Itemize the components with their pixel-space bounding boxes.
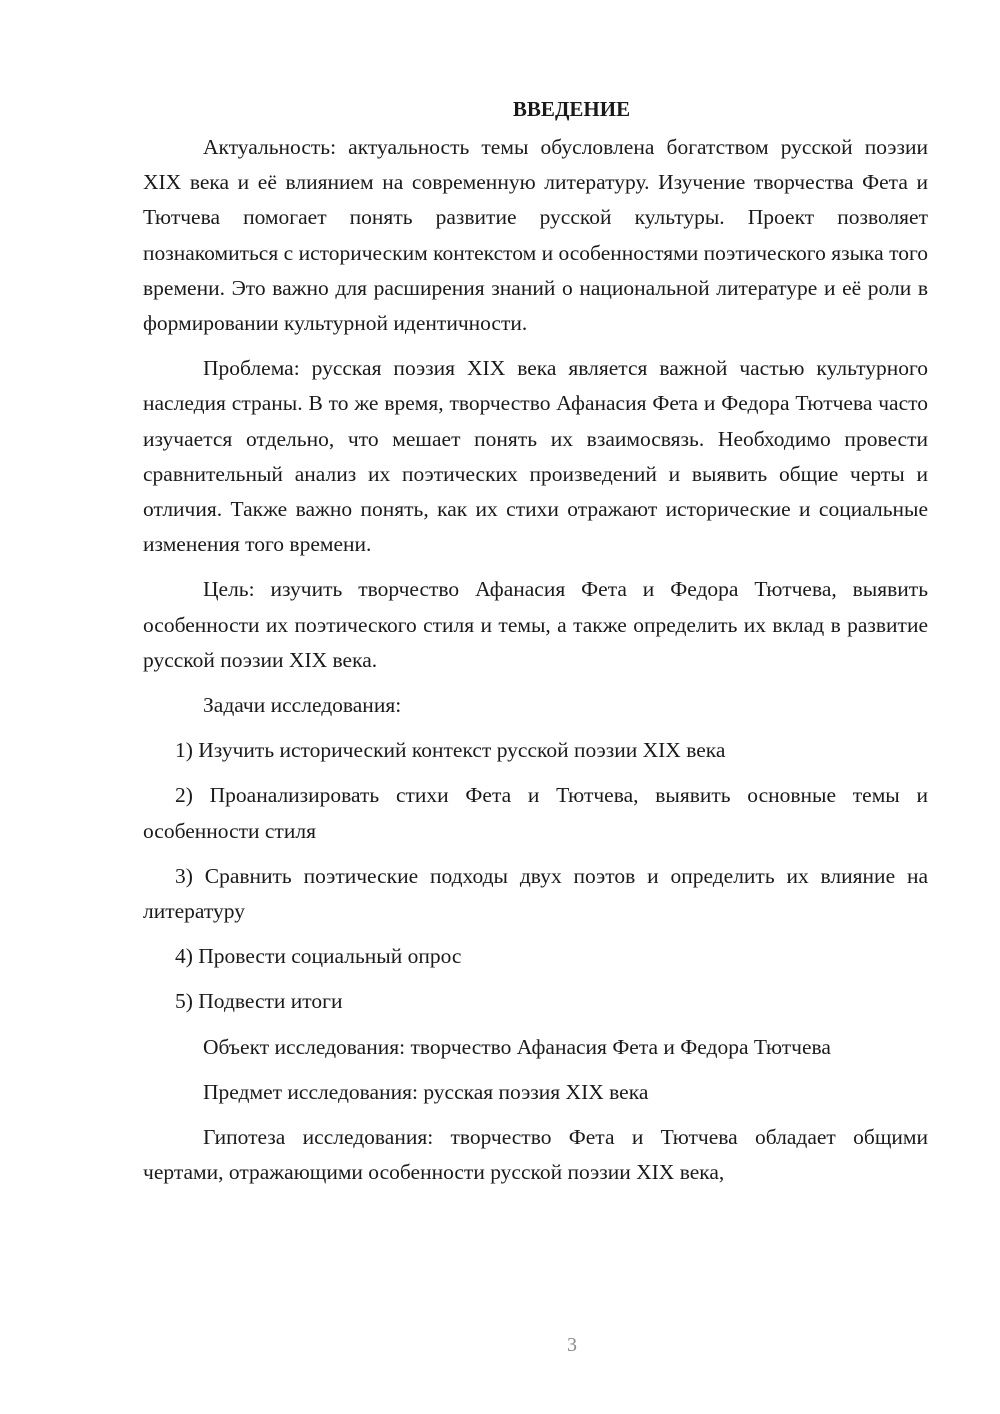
problem-paragraph: Проблема: русская поэзия XIX века является важной частью культурного наследия страны. В то же время, творчество Афанасия Фета и Федора Тютчева часто изучается отдельно, что мешает понять их взаимосвязь. Необходимо провести сравнительный анализ их поэтических произведений и выявить общие черты и отличия. Также важно понять, как их стихи отражают исторические и социальные изменения того времени. [143, 356, 928, 557]
document-page [143, 92, 928, 1200]
task-item-3: 3) Сравнить поэтические подходы двух поэтов и определить их влияние на литературу [143, 863, 928, 924]
goal-paragraph: Цель: изучить творчество Афанасия Фета и Федора Тютчева, выявить особенности их поэтического стиля и темы, а также определить их вклад в развитие русской поэзии XIX века. [143, 577, 928, 672]
task-item-2: 2) Проанализировать стихи Фета и Тютчева, выявить основные темы и особенности стиля [143, 783, 928, 843]
relevance-paragraph: Актуальность: актуальность темы обусловлена богатством русской поэзии XIX века и её влиянием на современную литературу. Изучение творчества Фета и Тютчева помогает понять развитие русской культуры. Проект позволяет познакомиться с историческим контекстом и особенностями поэтического языка того времени. Это важно для расширения знаний о национальной литературе и её роли в формировании культурной идентичности. [143, 135, 928, 336]
page-number: 3 [567, 1334, 577, 1356]
task-item-4: 4) Провести социальный опрос [175, 944, 462, 969]
research-subject-paragraph: Предмет исследования: русская поэзия XIX века [203, 1079, 649, 1104]
section-title: ВВЕДЕНИЕ [512, 97, 631, 121]
hypothesis-paragraph: Гипотеза исследования: творчество Фета и Тютчева обладает общими чертами, отражающими особенности русской поэзии XIX века, [143, 1125, 928, 1185]
research-object-paragraph: Объект исследования: творчество Афанасия Фета и Федора Тютчева [203, 1034, 831, 1059]
task-item-1: 1) Изучить исторический контекст русской поэзии XIX века [175, 738, 726, 763]
task-item-5: 5) Подвести итоги [175, 989, 343, 1014]
tasks-heading: Задачи исследования: [203, 693, 402, 718]
